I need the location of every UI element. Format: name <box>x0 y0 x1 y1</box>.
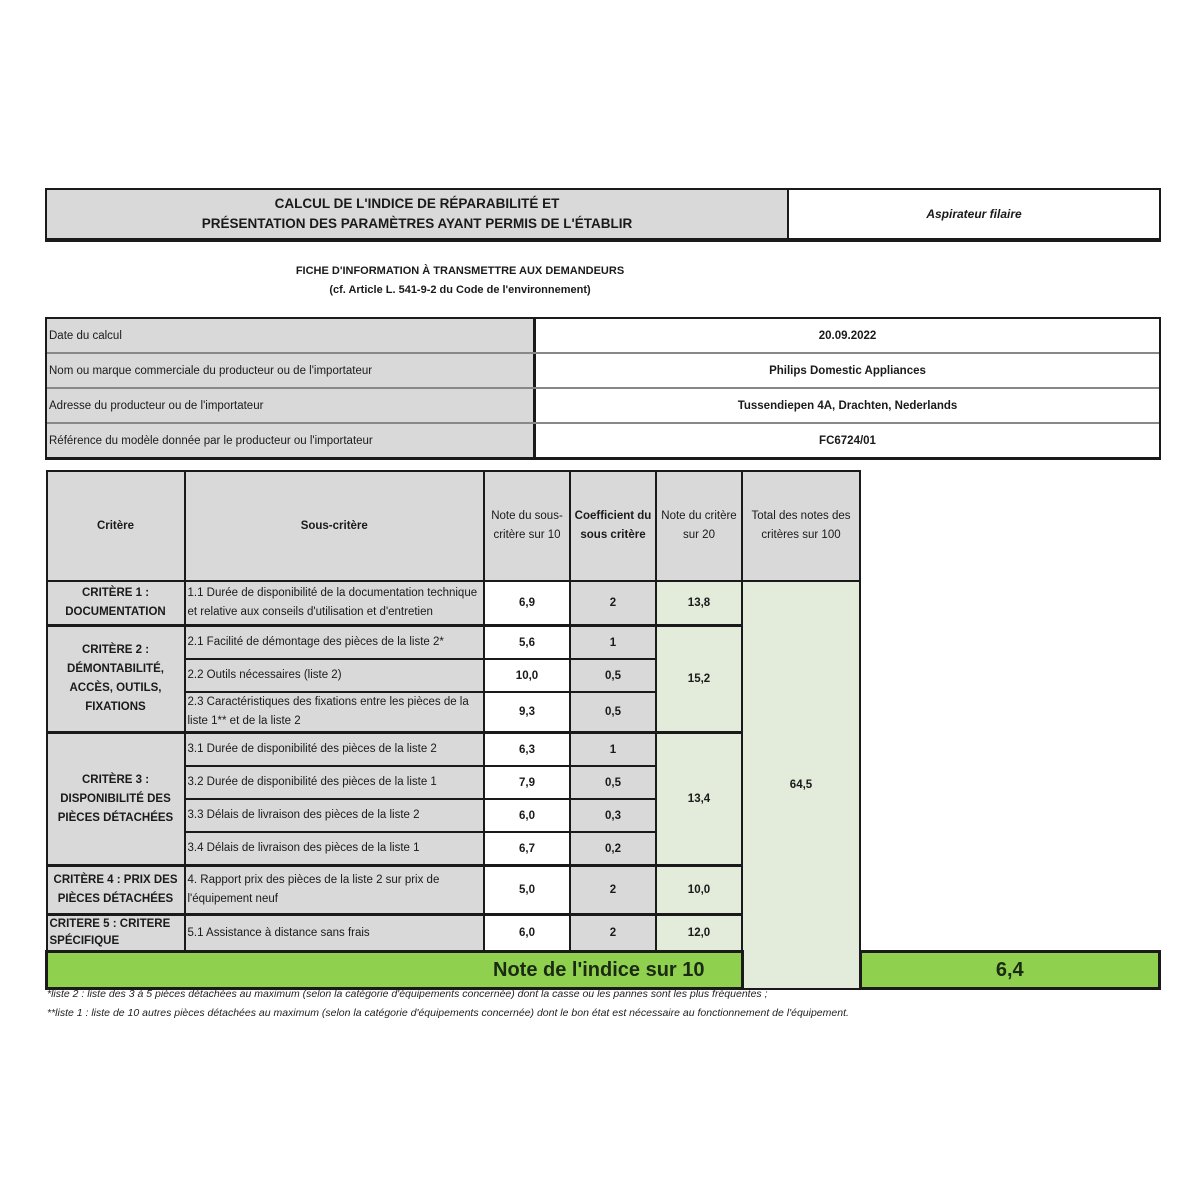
sub-criterion-label: 2.3 Caractéristiques des fixations entre les pièces de la liste 1** et de la liste 2 <box>185 692 485 733</box>
sub-criterion-note: 6,9 <box>484 581 570 626</box>
table-row <box>47 799 1160 832</box>
table-row <box>47 915 1160 952</box>
table-row <box>47 832 1160 866</box>
sub-criterion-coef: 0,5 <box>570 659 656 692</box>
final-score-value: 6,4 <box>860 952 1160 989</box>
sub-criterion-label: 2.1 Facilité de démontage des pièces de la liste 2* <box>185 626 485 660</box>
sub-criterion-coef: 2 <box>570 866 656 915</box>
footnote-liste-1: **liste 1 : liste de 10 autres pièces détachées au maximum (selon la catégorie d'équipements concernée) dont le bon état est nécessaire au fonctionnement de l'équipement. <box>47 1007 849 1019</box>
info-label: Adresse du producteur ou de l'importateur <box>47 389 536 422</box>
table-row <box>47 626 1160 660</box>
document-header <box>45 188 1161 242</box>
sub-criterion-label: 4. Rapport prix des pièces de la liste 2 sur prix de l'équipement neuf <box>185 866 485 915</box>
sub-criterion-note: 6,0 <box>484 915 570 952</box>
sub-criterion-coef: 0,5 <box>570 766 656 799</box>
table-row <box>47 733 1160 767</box>
table-row <box>47 659 1160 692</box>
sub-criterion-coef: 2 <box>570 581 656 626</box>
sub-criterion-note: 5,6 <box>484 626 570 660</box>
sub-criterion-label: 3.3 Délais de livraison des pièces de la liste 2 <box>185 799 485 832</box>
sub-criterion-note: 10,0 <box>484 659 570 692</box>
col-header-note-critere: Note du critère sur 20 <box>656 471 742 581</box>
criterion-score: 10,0 <box>656 866 742 915</box>
sub-criterion-coef: 2 <box>570 915 656 952</box>
final-score-row <box>47 952 1160 989</box>
fiche-line-2: (cf. Article L. 541-9-2 du Code de l'environnement) <box>329 284 591 296</box>
info-label: Référence du modèle donnée par le producteur ou l'importateur <box>47 424 536 457</box>
col-header-coefficient: Coefficient du sous critère <box>570 471 656 581</box>
sub-criterion-note: 6,3 <box>484 733 570 767</box>
criterion-score: 15,2 <box>656 626 742 733</box>
sub-criterion-coef: 1 <box>570 626 656 660</box>
col-header-note: Note du sous-critère sur 10 <box>484 471 570 581</box>
sub-criterion-label: 3.4 Délais de livraison des pièces de la liste 1 <box>185 832 485 866</box>
sub-criterion-coef: 0,5 <box>570 692 656 733</box>
info-table <box>45 317 1161 460</box>
criterion-name: CRITÈRE 2 : DÉMONTABILITÉ, ACCÈS, OUTILS, FIXATIONS <box>47 626 185 733</box>
table-row <box>47 692 1160 733</box>
col-header-total: Total des notes des critères sur 100 <box>742 471 860 581</box>
sub-criterion-coef: 0,3 <box>570 799 656 832</box>
info-row-brand <box>47 354 1159 389</box>
sub-criterion-label: 5.1 Assistance à distance sans frais <box>185 915 485 952</box>
info-label: Date du calcul <box>47 319 536 352</box>
info-value: Philips Domestic Appliances <box>536 354 1159 387</box>
col-header-critere: Critère <box>47 471 185 581</box>
final-score-label: Note de l'indice sur 10 <box>47 952 743 989</box>
footnote-liste-2: *liste 2 : liste des 3 à 5 pièces détachées au maximum (selon la catégorie d'équipements concernée) dont la casse ou les pannes sont les plus fréquentes ; <box>47 988 768 1000</box>
document-title <box>47 190 789 238</box>
col-header-sous-critere: Sous-critère <box>185 471 485 581</box>
table-row <box>47 581 1160 626</box>
criterion-score: 12,0 <box>656 915 742 952</box>
product-type: Aspirateur filaire <box>789 190 1159 238</box>
table-row <box>47 866 1160 915</box>
sub-criterion-note: 6,7 <box>484 832 570 866</box>
table-row <box>47 766 1160 799</box>
score-table <box>45 470 1161 990</box>
sub-criterion-note: 6,0 <box>484 799 570 832</box>
sub-criterion-coef: 0,2 <box>570 832 656 866</box>
info-row-date <box>47 319 1159 354</box>
title-line-2: PRÉSENTATION DES PARAMÈTRES AYANT PERMIS DE L'ÉTABLIR <box>201 216 633 231</box>
fiche-subtitle <box>170 262 750 300</box>
criterion-score: 13,4 <box>656 733 742 866</box>
footnotes <box>47 985 849 1023</box>
sub-criterion-label: 1.1 Durée de disponibilité de la documentation technique et relative aux conseils d'utilisation et d'entretien <box>185 581 485 626</box>
sub-criterion-label: 3.2 Durée de disponibilité des pièces de la liste 1 <box>185 766 485 799</box>
criterion-name: CRITÈRE 3 : DISPONIBILITÉ DES PIÈCES DÉTACHÉES <box>47 733 185 866</box>
info-label: Nom ou marque commerciale du producteur ou de l'importateur <box>47 354 536 387</box>
criterion-score: 13,8 <box>656 581 742 626</box>
sub-criterion-note: 7,9 <box>484 766 570 799</box>
info-value: 20.09.2022 <box>536 319 1159 352</box>
total-score: 64,5 <box>742 581 860 989</box>
criterion-name: CRITÈRE 1 : DOCUMENTATION <box>47 581 185 626</box>
info-row-reference <box>47 424 1159 457</box>
sub-criterion-label: 3.1 Durée de disponibilité des pièces de la liste 2 <box>185 733 485 767</box>
fiche-line-1: FICHE D'INFORMATION À TRANSMETTRE AUX DEMANDEURS <box>295 265 625 277</box>
criterion-name: CRITERE 5 : CRITERE SPÉCIFIQUE <box>47 915 185 952</box>
sub-criterion-label: 2.2 Outils nécessaires (liste 2) <box>185 659 485 692</box>
sub-criterion-note: 5,0 <box>484 866 570 915</box>
info-value: Tussendiepen 4A, Drachten, Nederlands <box>536 389 1159 422</box>
criterion-name: CRITÈRE 4 : PRIX DES PIÈCES DÉTACHÉES <box>47 866 185 915</box>
info-row-address <box>47 389 1159 424</box>
info-value: FC6724/01 <box>536 424 1159 457</box>
sub-criterion-coef: 1 <box>570 733 656 767</box>
sub-criterion-note: 9,3 <box>484 692 570 733</box>
title-line-1: CALCUL DE L'INDICE DE RÉPARABILITÉ ET <box>274 196 560 211</box>
